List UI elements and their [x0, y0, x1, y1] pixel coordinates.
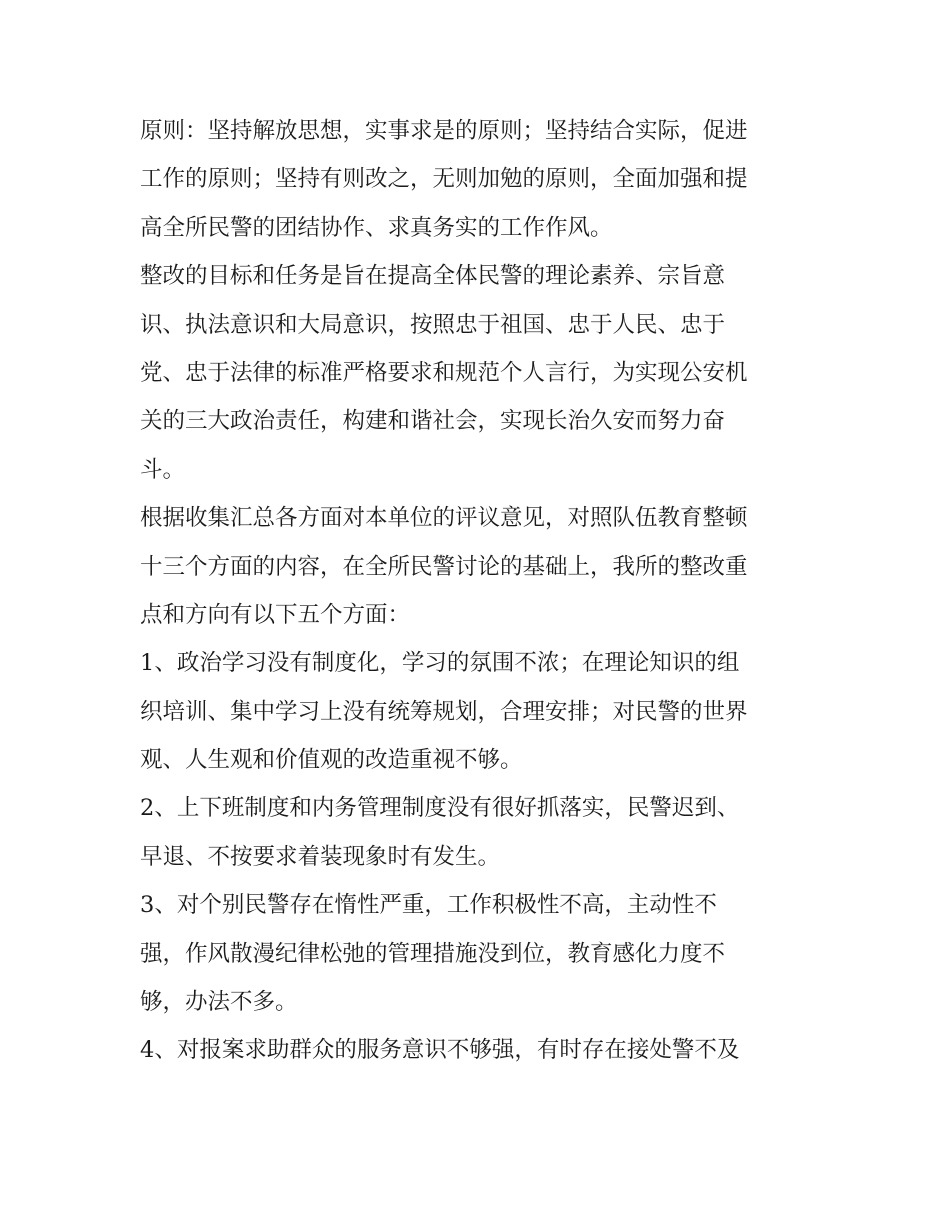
text-line: 工作的原则；坚持有则改之，无则加勉的原则，全面加强和提 [140, 166, 748, 193]
text-line: 识、执法意识和大局意识，按照忠于祖国、忠于人民、忠于 [140, 311, 726, 338]
text-line: 够，办法不多。 [140, 989, 298, 1016]
text-line: 强，作风散漫纪律松弛的管理措施没到位，教育感化力度不 [140, 940, 726, 967]
text-line: 十三个方面的内容，在全所民警讨论的基础上，我所的整改重 [140, 553, 748, 580]
text-line: 整改的目标和任务是旨在提高全体民警的理论素养、宗旨意 [140, 263, 726, 290]
text-line: 高全所民警的团结协作、求真务实的工作作风。 [140, 214, 613, 241]
text-line: 观、人生观和价值观的改造重视不够。 [140, 747, 523, 774]
text-line: 原则：坚持解放思想，实事求是的原则；坚持结合实际，促进 [140, 118, 748, 144]
text-line: 2、上下班制度和内务管理制度没有很好抓落实，民警迟到、 [140, 795, 740, 822]
text-line: 关的三大政治责任，构建和谐社会，实现长治久安而努力奋 [140, 408, 726, 435]
text-line: 根据收集汇总各方面对本单位的评议意见，对照队伍教育整顿 [140, 505, 748, 532]
document-body [140, 107, 830, 1075]
text-line: 党、忠于法律的标准严格要求和规范个人言行，为实现公安机 [140, 359, 748, 386]
text-line: 斗。 [140, 456, 186, 483]
text-line: 点和方向有以下五个方面： [140, 601, 411, 628]
text-line: 4、对报案求助群众的服务意识不够强，有时存在接处警不及 [140, 1037, 740, 1064]
text-line: 3、对个别民警存在惰性严重，工作积极性不高，主动性不 [140, 892, 717, 919]
text-line: 1、政治学习没有制度化，学习的氛围不浓；在理论知识的组 [140, 650, 740, 677]
text-line: 早退、不按要求着装现象时有发生。 [140, 843, 501, 870]
text-line: 织培训、集中学习上没有统筹规划，合理安排；对民警的世界 [140, 698, 748, 725]
